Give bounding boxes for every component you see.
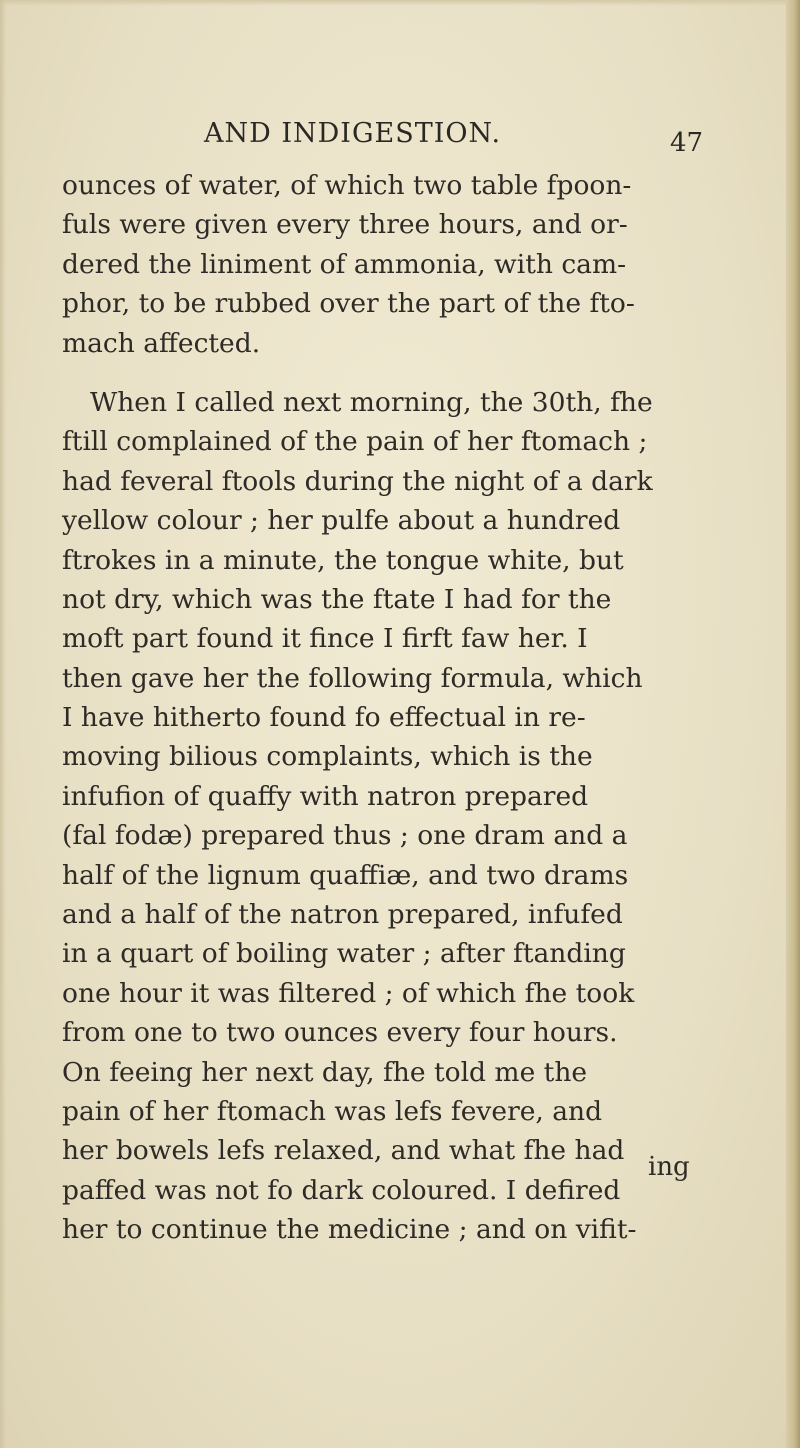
text-line: pain of her ftomach was lefs fevere, and bbox=[62, 1095, 603, 1127]
text-line: ftrokes in a minute, the tongue white, but bbox=[62, 544, 624, 576]
body-text bbox=[62, 166, 742, 1250]
text-line: not dry, which was the ftate I had for the bbox=[62, 583, 612, 615]
text-line: ounces of water, of which two table fpoon- bbox=[62, 170, 632, 201]
text-line: I have hitherto found fo effectual in re- bbox=[62, 702, 586, 734]
text-line: had feveral ftools during the night of a dark bbox=[62, 465, 653, 497]
text-line: phor, to be rubbed over the part of the fto- bbox=[62, 288, 635, 320]
text-line: her to continue the medicine ; and on vifit- bbox=[62, 1214, 637, 1246]
text-line: (fal fodæ) prepared thus ; one dram and a bbox=[62, 820, 628, 852]
page-gutter-shadow bbox=[0, 0, 6, 1448]
page-top-edge bbox=[0, 0, 800, 6]
paragraph-gap bbox=[62, 363, 742, 383]
catchword: ing bbox=[648, 1152, 690, 1182]
text-line: then gave her the following formula, which bbox=[62, 662, 643, 694]
text-line: from one to two ounces every four hours. bbox=[62, 1017, 618, 1049]
page-number: 47 bbox=[670, 128, 704, 158]
paragraph-1 bbox=[62, 166, 742, 363]
paragraph-2 bbox=[62, 383, 742, 1250]
text-line: mach affected. bbox=[62, 327, 261, 359]
text-line: in a quart of boiling water ; after ftanding bbox=[62, 938, 626, 970]
text-line: moft part found it fince I firft faw her. I bbox=[62, 623, 588, 655]
text-line: fuls were given every three hours, and or- bbox=[62, 209, 628, 241]
text-line: moving bilious complaints, which is the bbox=[62, 741, 593, 773]
text-line: one hour it was filtered ; of which fhe took bbox=[62, 977, 635, 1009]
text-line: and a half of the natron prepared, infufed bbox=[62, 899, 623, 931]
text-line: On feeing her next day, fhe told me the bbox=[62, 1056, 588, 1088]
text-line: infufion of quaffy with natron prepared bbox=[62, 780, 589, 812]
text-line: yellow colour ; her pulfe about a hundred bbox=[62, 505, 621, 537]
running-head: AND INDIGESTION. bbox=[204, 118, 502, 149]
text-line: dered the liniment of ammonia, with cam- bbox=[62, 248, 627, 280]
text-line: her bowels lefs relaxed, and what fhe had bbox=[62, 1135, 625, 1167]
page-fore-edge bbox=[786, 0, 800, 1448]
text-line: When I called next morning, the 30th, fhe bbox=[90, 386, 653, 418]
text-line: ftill complained of the pain of her ftomach ; bbox=[62, 426, 648, 458]
text-line: half of the lignum quaffiæ, and two drams bbox=[62, 859, 629, 891]
text-line: paffed was not fo dark coloured. I defired bbox=[62, 1174, 621, 1206]
